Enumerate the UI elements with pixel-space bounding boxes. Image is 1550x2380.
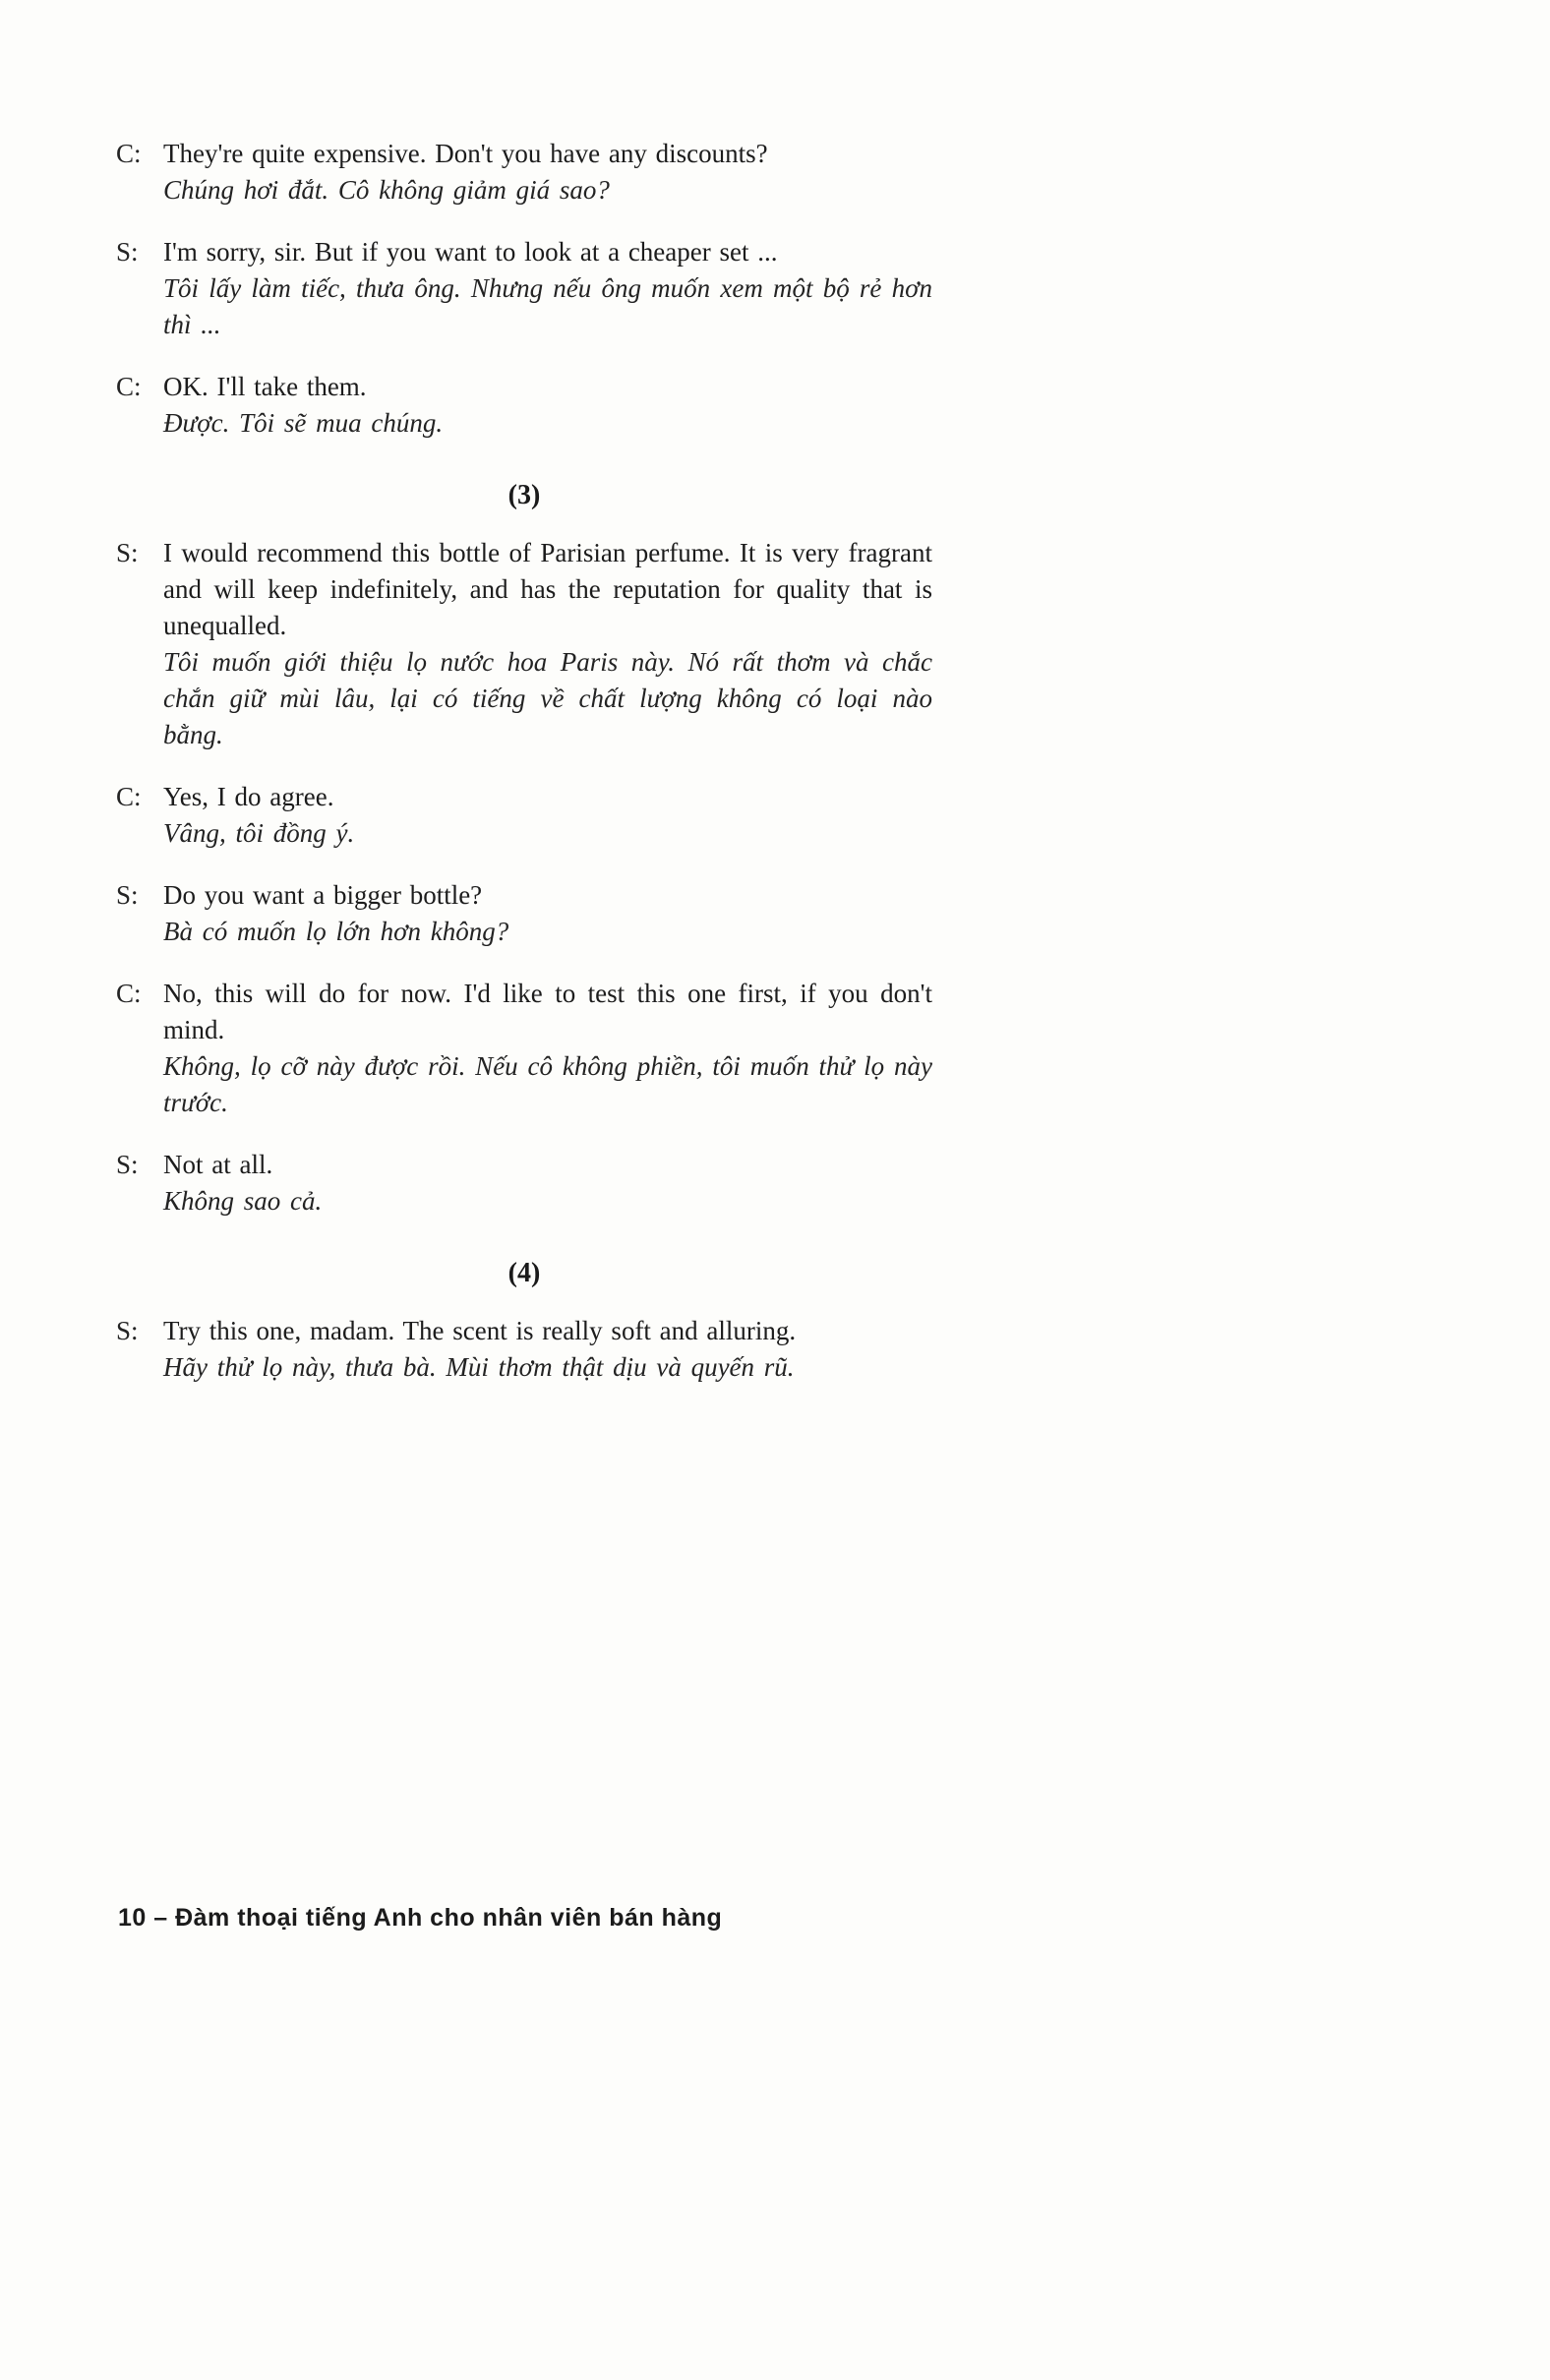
- dialogue-entry: [116, 779, 932, 852]
- dialogue-entry: [116, 877, 932, 950]
- speaker-label: S:: [116, 538, 139, 567]
- dialogue-text: [163, 1147, 932, 1220]
- speaker-label: S:: [116, 1150, 139, 1179]
- dialogue-text: [163, 1313, 932, 1386]
- vietnamese-line: Chúng hơi đắt. Cô không giảm giá sao?: [163, 175, 610, 205]
- vietnamese-line: Tôi lấy làm tiếc, thưa ông. Nhưng nếu ông muốn xem một bộ rẻ hơn thì ...: [163, 273, 932, 339]
- dialogue-entry: [116, 976, 932, 1121]
- dialogue-text: [163, 535, 932, 753]
- speaker-label: C:: [116, 372, 142, 401]
- vietnamese-line: Không, lọ cỡ này được rồi. Nếu cô không phiền, tôi muốn thử lọ này trước.: [163, 1051, 932, 1117]
- dialogue-entry: [116, 1147, 932, 1220]
- english-line: No, this will do for now. I'd like to test this one first, if you don't mind.: [163, 979, 932, 1044]
- english-line: I'm sorry, sir. But if you want to look at a cheaper set ...: [163, 237, 778, 267]
- section-heading: (4): [507, 1258, 541, 1288]
- vietnamese-line: Bà có muốn lọ lớn hơn không?: [163, 917, 509, 946]
- dialogue-text: [163, 779, 932, 852]
- dialogue-entry: [116, 234, 932, 343]
- speaker-label: S:: [116, 880, 139, 910]
- vietnamese-line: Hãy thử lọ này, thưa bà. Mùi thơm thật dịu và quyến rũ.: [163, 1352, 795, 1382]
- dialogue-text: [163, 136, 932, 208]
- vietnamese-line: Vâng, tôi đồng ý.: [163, 818, 355, 848]
- english-line: Try this one, madam. The scent is really soft and alluring.: [163, 1316, 797, 1345]
- dialogue-text: [163, 369, 932, 442]
- speaker-label: S:: [116, 237, 139, 267]
- dialogue-text: [163, 234, 932, 343]
- english-line: Not at all.: [163, 1150, 273, 1179]
- speaker-label: C:: [116, 782, 142, 811]
- vietnamese-line: Không sao cả.: [163, 1186, 323, 1216]
- dialogue-entry: [116, 535, 932, 753]
- dialogue-text: [163, 976, 932, 1121]
- page-footer: 10 – Đàm thoại tiếng Anh cho nhân viên bán hàng: [118, 1904, 723, 1932]
- dialogue-content: [116, 136, 932, 1411]
- english-line: Do you want a bigger bottle?: [163, 880, 483, 910]
- english-line: Yes, I do agree.: [163, 782, 334, 811]
- speaker-label: C:: [116, 139, 142, 168]
- section-heading: (3): [507, 480, 541, 510]
- english-line: I would recommend this bottle of Parisian perfume. It is very fragrant and will keep indefinitely, and has the reputation for quality that is unequalled.: [163, 538, 932, 640]
- speaker-label: C:: [116, 979, 142, 1008]
- dialogue-entry: [116, 1313, 932, 1386]
- dialogue-entry: [116, 369, 932, 442]
- english-line: They're quite expensive. Don't you have any discounts?: [163, 139, 768, 168]
- speaker-label: S:: [116, 1316, 139, 1345]
- dialogue-text: [163, 877, 932, 950]
- vietnamese-line: Được. Tôi sẽ mua chúng.: [163, 408, 444, 438]
- vietnamese-line: Tôi muốn giới thiệu lọ nước hoa Paris này. Nó rất thơm và chắc chắn giữ mùi lâu, lại có tiếng về chất lượng không có loại nào bằng.: [163, 647, 932, 749]
- english-line: OK. I'll take them.: [163, 372, 367, 401]
- dialogue-entry: [116, 136, 932, 208]
